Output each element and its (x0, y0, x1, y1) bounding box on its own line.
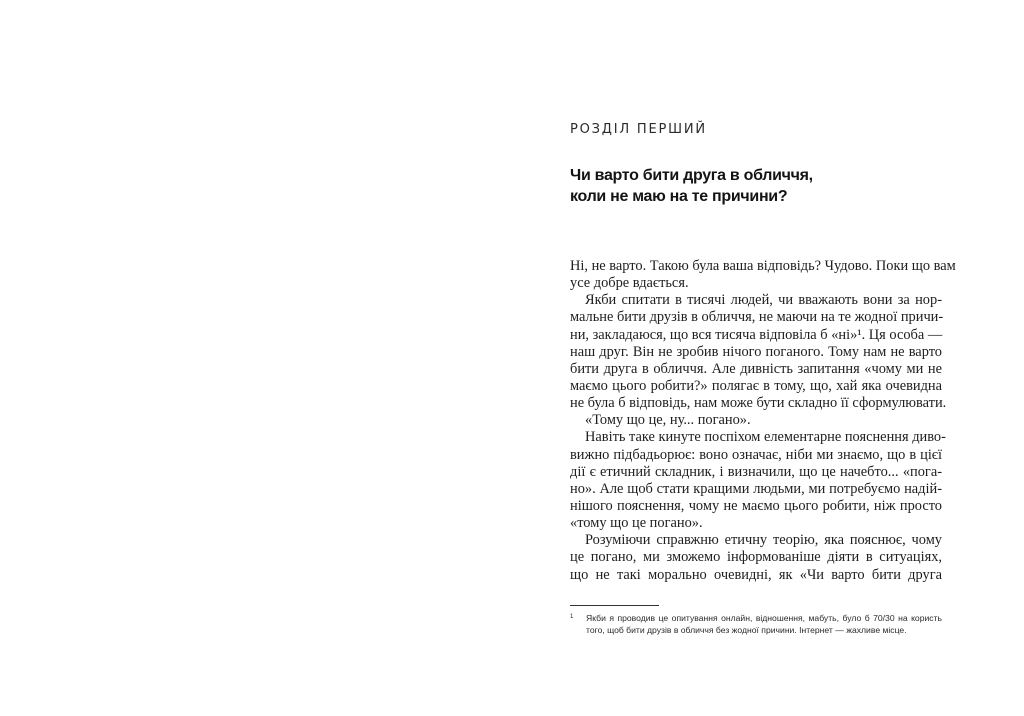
body-line: це погано, ми зможемо інформованіше діяти в ситуаціях, (570, 549, 942, 566)
body-line: маємо цього робити?» полягає в тому, що, хай яка очевидна (570, 377, 942, 394)
chapter-label: РОЗДІЛ ПЕРШИЙ (570, 122, 707, 137)
body-line: «Тому що це, ну... погано». (585, 412, 751, 429)
body-line: Ні, не варто. Такою була ваша відповідь? Чудово. Поки що вам (570, 258, 956, 274)
body-line: Навіть таке кинуте поспіхом елементарне пояснення диво- (585, 429, 946, 446)
footnote (570, 612, 942, 636)
body-line: бити друга в обличчя. Але дивність запитання «чому ми не (570, 360, 942, 377)
body-line: «тому що це погано». (570, 515, 703, 532)
footnote-line: Якби я проводив це опитування онлайн, відношення, мабуть, було б 70/30 на користь (586, 613, 942, 623)
body-line: наш друг. Він не зробив нічого поганого. Тому нам не варто (570, 343, 942, 360)
body-line: усе добре вдається. (570, 275, 689, 292)
body-line: дії є етичний складник, і визначили, що це начебто... «пога- (570, 463, 942, 480)
body-line: мальне бити друзів в обличчя, не маючи на те жодної причи- (570, 309, 944, 326)
body-line: но». Але щоб стати кращими людьми, ми потребуємо надій- (570, 480, 942, 497)
footnote-line: того, щоб бити друзів в обличчя без жодної причини. Інтернет — жахливе місце. (586, 625, 907, 635)
footnote-mark: 1 (570, 614, 574, 620)
body-line: Розуміючи справжню етичну теорію, яка пояснює, чому (585, 532, 942, 549)
chapter-title-line: коли не маю на те причини? (570, 188, 788, 205)
book-page (570, 0, 956, 716)
body-line: ни, закладаюся, що вся тисяча відповіла б «ні»¹. Ця особа — (570, 326, 943, 343)
body-line: Якби спитати в тисячі людей, чи вважають вони за нор- (585, 292, 942, 309)
body-line: вижно підбадьорює: воно означає, ніби ми знаємо, що в цієї (570, 446, 942, 463)
chapter-title (570, 165, 942, 207)
body-line: не була б відповідь, нам може бути складно її сформулювати. (570, 395, 947, 412)
footnote-divider (570, 605, 659, 606)
body-line: що не такі морально очевидні, як «Чи варто бити друга (570, 566, 942, 583)
chapter-title-line: Чи варто бити друга в обличчя, (570, 167, 813, 184)
body-line: нішого пояснення, чому не маємо цього робити, ніж просто (570, 497, 942, 514)
body-text (570, 258, 956, 584)
